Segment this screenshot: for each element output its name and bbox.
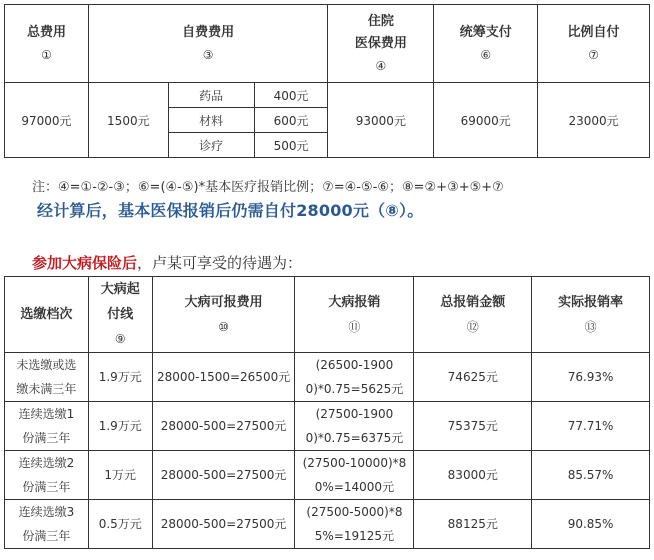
header-ratio-self-pay: 比例自付 ⑦ <box>538 5 650 83</box>
tier-cell: 连续选缴2 份满三年 <box>5 451 89 500</box>
formula-note: 注：④=①-②-③；⑥=(④-⑤)*基本医疗报销比例；⑦=④-⑤-⑥；⑧=②+③+⑤+⑦ <box>32 180 504 195</box>
tier-cell: 连续选缴3 份满三年 <box>5 500 89 549</box>
calc-cell: (27500-1900 0)*0.75=6375元 <box>295 402 414 451</box>
header-tier: 选缴档次 <box>5 277 89 353</box>
item-name: 材料 <box>168 108 254 133</box>
rate-cell: 85.57% <box>532 451 650 500</box>
header-eligible-cost: 大病可报费用 ⑩ <box>152 277 295 353</box>
cost-breakdown-table <box>4 4 650 158</box>
rate-cell: 76.93% <box>532 353 650 402</box>
threshold-cell: 1.9万元 <box>88 402 152 451</box>
header-pooled-payment: 统筹支付 ⑥ <box>434 5 538 83</box>
header-total-reimbursement: 总报销金额 ⑫ <box>414 277 532 353</box>
header-actual-rate: 实际报销率 ⑬ <box>532 277 650 353</box>
threshold-cell: 1万元 <box>88 451 152 500</box>
calc-cell: (27500-10000)*8 0%=14000元 <box>295 451 414 500</box>
item-amount: 600元 <box>254 108 328 133</box>
header-hospital-insured: 住院 医保费用 ④ <box>328 5 434 83</box>
eligible-cell: 28000-500=27500元 <box>152 451 295 500</box>
header-total-cost: 总费用 ① <box>5 5 89 83</box>
table-row <box>5 500 650 549</box>
total-cell: 83000元 <box>414 451 532 500</box>
total-cell: 75375元 <box>414 402 532 451</box>
calc-cell: (27500-5000)*8 5%=19125元 <box>295 500 414 549</box>
tier-cell: 未选缴或选 缴未满三年 <box>5 353 89 402</box>
header-self-pay: 自费费用 ③ <box>88 5 328 83</box>
total-cell: 74625元 <box>414 353 532 402</box>
total-cell: 88125元 <box>414 500 532 549</box>
header-threshold: 大病起 付线 ⑨ <box>88 277 152 353</box>
table-row <box>5 402 650 451</box>
total-cost-value: 97000元 <box>5 83 89 158</box>
eligible-cell: 28000-1500=26500元 <box>152 353 295 402</box>
item-name: 药品 <box>168 83 254 108</box>
critical-illness-table <box>4 276 650 549</box>
rate-cell: 90.85% <box>532 500 650 549</box>
threshold-cell: 1.9万元 <box>88 353 152 402</box>
tier-cell: 连续选缴1 份满三年 <box>5 402 89 451</box>
header-reimbursement: 大病报销 ⑪ <box>295 277 414 353</box>
intro-note <box>32 252 302 273</box>
result-note: 经计算后，基本医保报销后仍需自付28000元（⑧）。 <box>37 201 424 220</box>
rate-cell: 77.71% <box>532 402 650 451</box>
table-row <box>5 451 650 500</box>
eligible-cell: 28000-500=27500元 <box>152 402 295 451</box>
intro-text: ，卢某可享受的待遇为： <box>137 254 303 272</box>
item-name: 诊疗 <box>168 133 254 158</box>
eligible-cell: 28000-500=27500元 <box>152 500 295 549</box>
ratio-self-pay-value: 23000元 <box>538 83 650 158</box>
item-amount: 500元 <box>254 133 328 158</box>
intro-highlight: 参加大病保险后 <box>32 254 138 272</box>
self-pay-value: 1500元 <box>88 83 168 158</box>
pooled-payment-value: 69000元 <box>434 83 538 158</box>
calc-cell: (26500-1900 0)*0.75=5625元 <box>295 353 414 402</box>
threshold-cell: 0.5万元 <box>88 500 152 549</box>
hospital-insured-value: 93000元 <box>328 83 434 158</box>
item-amount: 400元 <box>254 83 328 108</box>
table-row <box>5 353 650 402</box>
